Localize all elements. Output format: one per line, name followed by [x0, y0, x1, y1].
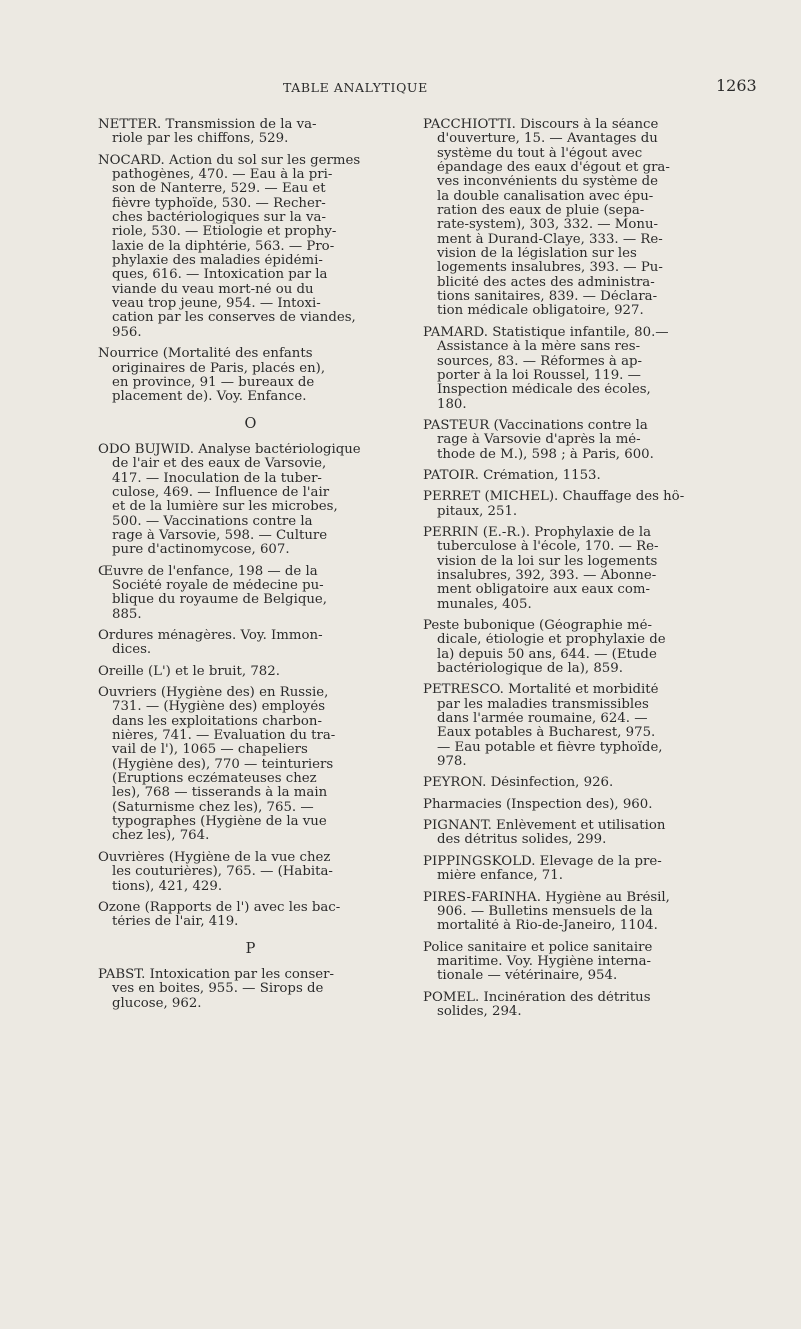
entry-line: ment obligatoire aux eaux com-: [437, 583, 650, 598]
entry-line: PERRET (MICHEL). Chauffage des hô-: [423, 490, 685, 505]
entry-line: PAMARD. Statistique infantile, 80.—: [423, 325, 669, 340]
entry-line: tuberculose à l'école, 170. — Re-: [437, 540, 659, 555]
entry-line: Ozone (Rapports de l') avec les bac-: [98, 900, 341, 915]
right-entries: [423, 118, 728, 1019]
index-entry: [98, 565, 403, 622]
index-entry: [423, 526, 728, 612]
entry-line: insalubres, 392, 393. — Abonne-: [437, 568, 657, 583]
entry-line: PATOIR. Crémation, 1153.: [423, 468, 601, 483]
entry-line: Police sanitaire et police sanitaire: [423, 940, 653, 955]
entry-line: d'ouverture, 15. — Avantages du: [437, 132, 658, 147]
entry-line: culose, 469. — Influence de l'air: [112, 485, 330, 500]
entry-line: sources, 83. — Réformes à ap-: [437, 354, 643, 369]
entry-line: la double canalisation avec épu-: [437, 189, 654, 204]
entry-line: riole par les chiffons, 529.: [112, 132, 289, 147]
entry-line: ves en boites, 955. — Sirops de: [112, 982, 324, 997]
entry-line: placement de). Voy. Enfance.: [112, 390, 307, 405]
index-entry: [423, 118, 728, 319]
entry-line: riole, 530. — Etiologie et prophy-: [112, 225, 337, 240]
entry-line: Société royale de médecine pu-: [112, 578, 324, 593]
entry-line: rage à Varsovie, 598. — Culture: [112, 528, 328, 543]
entry-line: les couturières), 765. — (Habita-: [112, 865, 333, 880]
entry-line: logements insalubres, 393. — Pu-: [437, 261, 663, 276]
entry-line: solides, 294.: [437, 1004, 522, 1019]
entry-line: thode de M.), 598 ; à Paris, 600.: [437, 447, 654, 462]
index-entry: [98, 154, 403, 340]
entry-line: 731. — (Hygiène des) employés: [112, 700, 326, 715]
entry-line: tionale — vétérinaire, 954.: [437, 969, 618, 984]
entry-line: Peste bubonique (Géographie mé-: [423, 619, 652, 633]
entry-line: 500. — Vaccinations contre la: [112, 514, 313, 529]
entry-line: pathogènes, 470. — Eau à la pri-: [112, 168, 333, 183]
entry-line: rate-system), 303, 332. — Monu-: [437, 218, 659, 233]
index-entry: [423, 326, 728, 412]
left-entries-p: [98, 968, 403, 1011]
entry-line: dicale, étiologie et prophylaxie de: [437, 633, 666, 648]
entry-line: originaires de Paris, placés en),: [112, 361, 326, 376]
entry-line: pitaux, 251.: [437, 504, 518, 519]
index-entry: [423, 819, 728, 848]
section-letter-p: P: [245, 940, 256, 957]
left-column: [98, 118, 403, 1018]
index-entry: [423, 855, 728, 884]
entry-line: PASTEUR (Vaccinations contre la: [423, 418, 648, 433]
entry-line: 417. — Inoculation de la tuber-: [112, 471, 322, 486]
entry-line: (Eruptions eczémateuses chez: [112, 772, 317, 787]
entry-line: chez les), 764.: [112, 829, 210, 844]
entry-line: ves inconvénients du système de: [437, 175, 659, 190]
entry-line: la) depuis 50 ans, 644. — (Etude: [437, 647, 657, 662]
index-entry: [423, 891, 728, 934]
entry-line: système du tout à l'égout avec: [437, 146, 643, 161]
entry-line: — Eau potable et fièvre typhoïde,: [437, 740, 663, 755]
entry-line: typographes (Hygiène de la vue: [112, 815, 327, 830]
entry-line: épandage des eaux d'égout et gra-: [437, 161, 670, 176]
index-entry: [423, 941, 728, 984]
entry-line: PEYRON. Désinfection, 926.: [423, 776, 614, 791]
entry-line: ches bactériologiques sur la va-: [112, 211, 326, 226]
entry-line: nières, 741. — Évaluation du tra-: [112, 729, 336, 744]
running-title: TABLE ANALYTIQUE: [283, 80, 428, 95]
entry-line: ques, 616. — Intoxication par la: [112, 268, 328, 283]
entry-line: Œuvre de l'enfance, 198 — de la: [98, 564, 318, 579]
entry-line: Ouvriers (Hygiène des) en Russie,: [98, 686, 329, 701]
entry-line: ration des eaux de pluie (sepa-: [437, 204, 645, 219]
entry-line: 978.: [437, 755, 467, 770]
index-entry: [98, 118, 403, 147]
index-entry: [423, 991, 728, 1020]
index-entry: [98, 851, 403, 894]
entry-line: Eaux potables à Bucharest, 975.: [437, 726, 656, 741]
entry-line: tions), 421, 429.: [112, 879, 223, 894]
entry-line: vision de la législation sur les: [437, 247, 637, 262]
entry-line: ment à Durand-Claye, 333. — Re-: [437, 232, 663, 247]
page-number: 1263: [716, 76, 757, 95]
entry-line: 180.: [437, 397, 467, 412]
entry-line: rage à Varsovie d'après la mé-: [437, 433, 641, 448]
entry-line: PIGNANT. Enlèvement et utilisation: [423, 819, 666, 834]
entry-line: PERRIN (E.-R.). Prophylaxie de la: [423, 525, 651, 540]
entry-line: Ouvrières (Hygiène de la vue chez: [98, 850, 331, 865]
index-entry: [423, 798, 728, 812]
entry-line: 956.: [112, 325, 142, 340]
entry-line: porter à la loi Roussel, 119. —: [437, 368, 641, 383]
entry-line: Inspection médicale des écoles,: [437, 383, 651, 398]
entry-line: glucose, 962.: [112, 996, 202, 1011]
entry-line: Ordures ménagères. Voy. Immon-: [98, 629, 323, 643]
entry-line: NETTER. Transmission de la va-: [98, 118, 317, 132]
entry-line: veau trop jeune, 954. — Intoxi-: [112, 297, 321, 312]
entry-line: Pharmacies (Inspection des), 960.: [423, 797, 653, 812]
entry-line: en province, 91 — bureaux de: [112, 375, 315, 390]
entry-line: laxie de la diphtérie, 563. — Pro-: [112, 239, 335, 254]
entry-line: et de la lumière sur les microbes,: [112, 500, 338, 515]
entry-line: téries de l'air, 419.: [112, 915, 239, 930]
index-entry: [423, 419, 728, 462]
right-column: [423, 118, 728, 1026]
entry-line: ODO BUJWID. Analyse bactériologique: [98, 442, 361, 457]
index-entry: [98, 686, 403, 844]
entry-line: PIPPINGSKÖLD. Elevage de la pre-: [423, 854, 662, 869]
entry-line: munales, 405.: [437, 597, 532, 612]
entry-line: dans les exploitations charbon-: [112, 714, 322, 729]
index-entry: [423, 619, 728, 676]
entry-line: phylaxie des maladies épidémi-: [112, 254, 323, 269]
entry-line: 885.: [112, 607, 142, 622]
page-header: [0, 56, 801, 95]
entry-line: mière enfance, 71.: [437, 869, 563, 884]
entry-line: maritime. Voy. Hygiène interna-: [437, 954, 652, 969]
entry-line: vision de la loi sur les logements: [437, 554, 658, 569]
index-entry: [98, 665, 403, 679]
index-entry: [98, 629, 403, 658]
section-letter-o: O: [244, 415, 257, 432]
entry-line: 906. — Bulletins mensuels de la: [437, 904, 653, 919]
entry-line: tion médicale obligatoire, 927.: [437, 304, 644, 319]
entry-line: son de Nanterre, 529. — Eau et: [112, 182, 326, 197]
entry-line: cation par les conserves de viandes,: [112, 311, 356, 326]
entry-line: pure d'actinomycose, 607.: [112, 543, 290, 558]
index-entry: [98, 443, 403, 558]
index-entry: [423, 469, 728, 483]
entry-line: blicité des actes des administra-: [437, 275, 655, 290]
entry-line: Assistance à la mère sans res-: [437, 340, 641, 355]
entry-line: dices.: [112, 643, 152, 658]
entry-line: PIRÈS-FARINHA. Hygiène au Brésil,: [423, 890, 670, 905]
entry-line: vail de l'), 1065 — chapeliers: [112, 743, 308, 758]
entry-line: PACCHIOTTI. Discours à la séance: [423, 118, 659, 132]
entry-line: blique du royaume de Belgique,: [112, 593, 327, 608]
entry-line: Oreille (L') et le bruit, 782.: [98, 664, 280, 679]
entry-line: bactériologique de la), 859.: [437, 662, 623, 677]
entry-line: viande du veau mort-né ou du: [112, 282, 314, 297]
entry-line: Nourrice (Mortalité des enfants: [98, 347, 313, 362]
entry-line: tions sanitaires, 839. — Déclara-: [437, 290, 658, 305]
entry-line: (Hygiène des), 770 — teinturiers: [112, 757, 334, 772]
index-entry: [98, 901, 403, 930]
index-entry: [98, 968, 403, 1011]
index-entry: [98, 347, 403, 404]
entry-line: PETRESCO. Mortalité et morbidité: [423, 683, 659, 698]
entry-line: NOCARD. Action du sol sur les germes: [98, 153, 361, 168]
left-entries-o: [98, 443, 403, 930]
entry-line: par les maladies transmissibles: [437, 697, 649, 712]
entry-line: fièvre typhoïde, 530. — Recher-: [112, 196, 326, 211]
entry-line: POMEL. Incinération des détritus: [423, 990, 651, 1005]
entry-line: de l'air et des eaux de Varsovie,: [112, 457, 327, 472]
index-entry: [423, 683, 728, 769]
index-entry: [423, 490, 728, 519]
left-entries: [98, 118, 403, 405]
entry-line: des détritus solides, 299.: [437, 833, 607, 848]
entry-line: dans l'armée roumaine, 624. —: [437, 712, 648, 727]
entry-line: mortalité à Rio-de-Janeiro, 1104.: [437, 919, 658, 934]
entry-line: PABST. Intoxication par les conser-: [98, 967, 335, 982]
index-entry: [423, 776, 728, 790]
entry-line: (Saturnisme chez les), 765. —: [112, 800, 314, 815]
entry-line: les), 768 — tisserands à la main: [112, 786, 328, 801]
